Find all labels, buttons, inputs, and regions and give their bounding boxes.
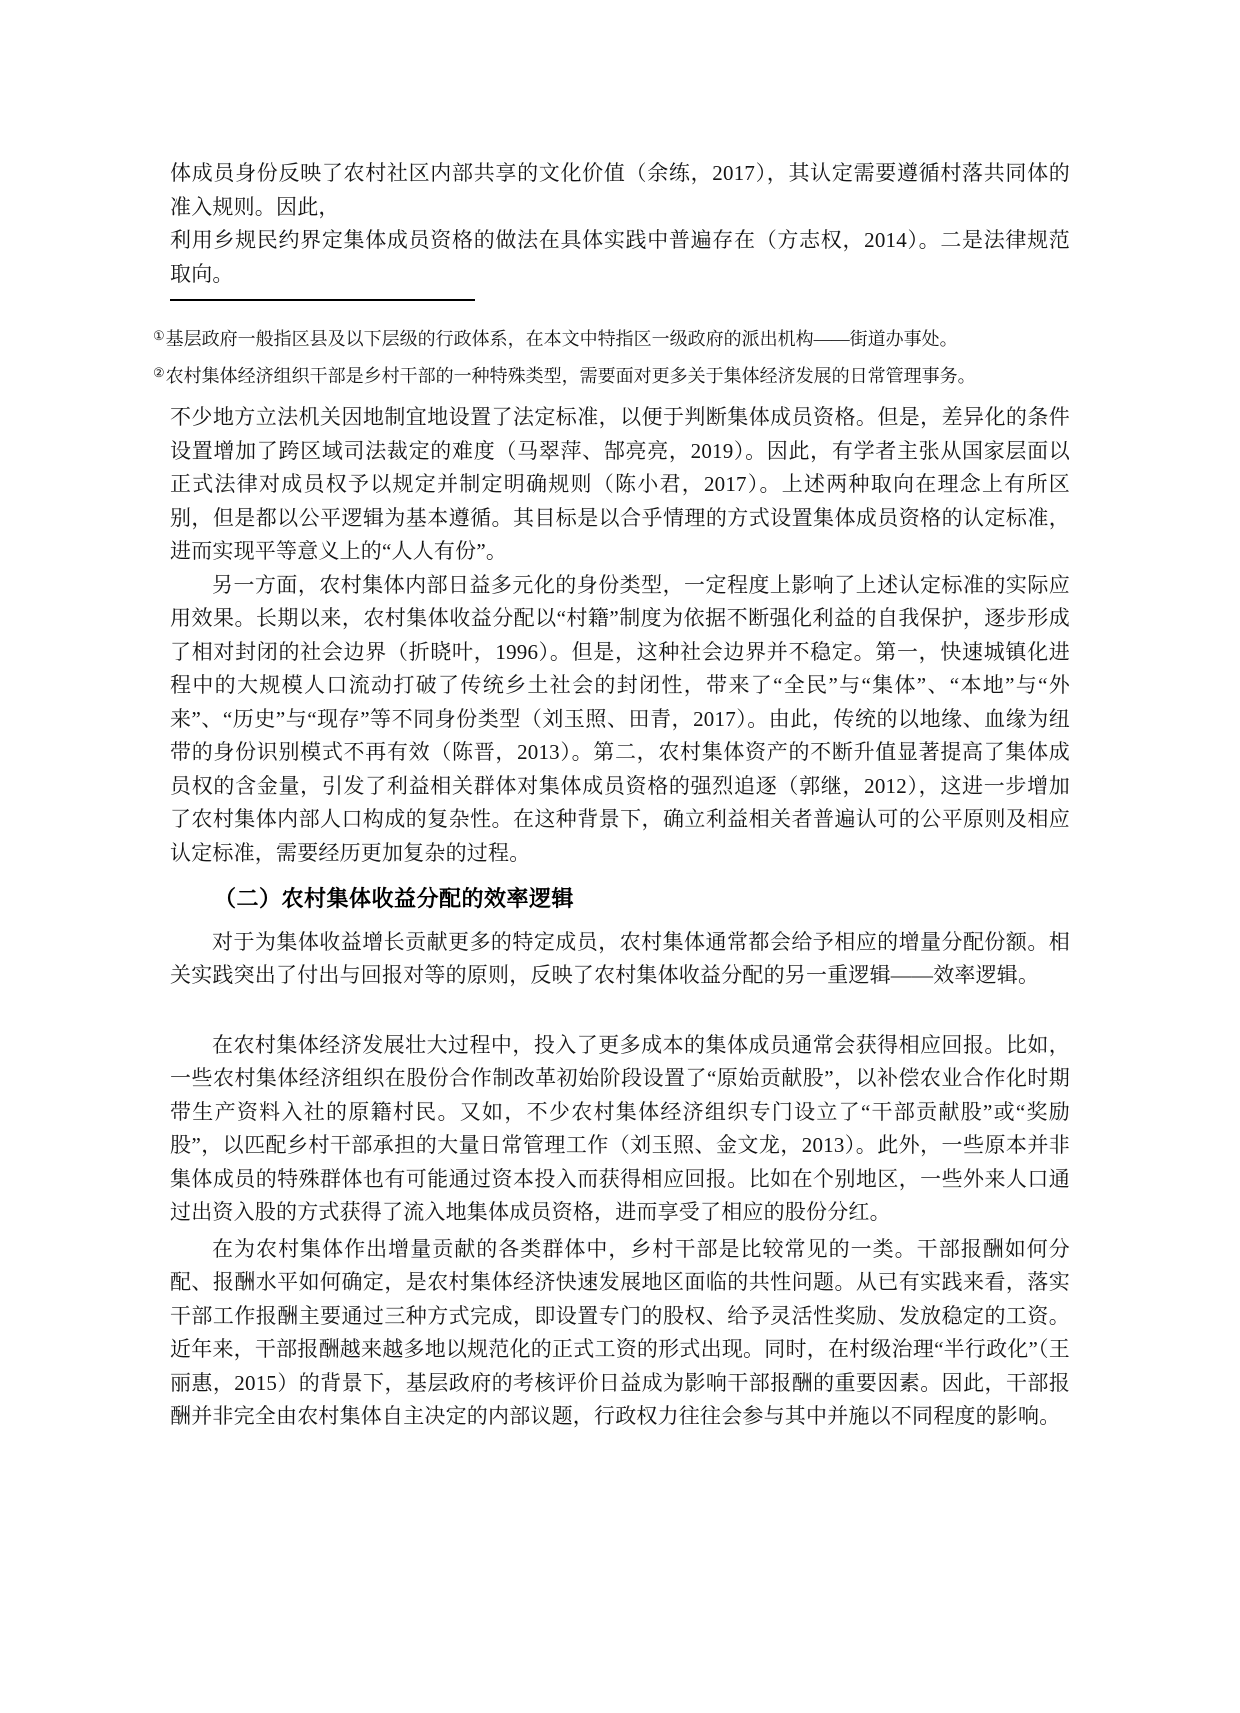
footnote-1 xyxy=(153,321,1070,358)
paragraph-membership-continuation: 体成员身份反映了农村社区内部共享的文化价值（余练，2017），其认定需要遵循村落共同体的准入规则。因此， xyxy=(170,161,1070,219)
section-heading-efficiency-logic: （二）农村集体收益分配的效率逻辑 xyxy=(214,886,575,911)
paragraph-legal-standards: 不少地方立法机关因地制宜地设置了法定标准，以便于判断集体成员资格。但是，差异化的条件设置增加了跨区域司法裁定的难度（马翠萍、郜亮亮，2019）。因此，有学者主张从国家层面以正式法律对成员权予以规定并制定明确规则（陈小君，2017）。上述两种取向在理念上有所区别，但是都以公平逻辑为基本遵循。其目标是以合乎情理的方式设置集体成员资格的认定标准，进而实现平等意义上的“人人有份”。 xyxy=(170,405,1070,563)
paragraph-efficiency-logic: 对于为集体收益增长贡献更多的特定成员，农村集体通常都会给予相应的增量分配份额。相关实践突出了付出与回报对等的原则，反映了农村集体收益分配的另一重逻辑——效率逻辑。 xyxy=(170,929,1070,987)
page-content xyxy=(153,157,1070,1434)
paragraph-village-rules: 利用乡规民约界定集体成员资格的做法在具体实践中普遍存在（方志权，2014）。二是法律规范取向。 xyxy=(170,228,1070,286)
footnote-1-text: 基层政府一般指区县及以下层级的行政体系，在本文中特指区一级政府的派出机构——街道办事处。 xyxy=(165,329,958,349)
paragraph-cadre-compensation: 在为农村集体作出增量贡献的各类群体中，乡村干部是比较常见的一类。干部报酬如何分配、报酬水平如何确定，是农村集体经济快速发展地区面临的共性问题。从已有实践来看，落实干部工作报酬主要通过三种方式完成，即设置专门的股权、给予灵活性奖励、发放稳定的工资。近年来，干部报酬越来越多地以规范化的正式工资的形式出现。同时，在村级治理“半行政化”（王丽惠，2015）的背景下，基层政府的考核评价日益成为影响干部报酬的重要因素。因此，干部报酬并非完全由农村集体自主决定的内部议题，行政权力往往会参与其中并施以不同程度的影响。 xyxy=(170,1236,1070,1428)
footnote-separator xyxy=(170,299,475,301)
footnote-2-marker: ② xyxy=(153,365,165,380)
footnote-2-text: 农村集体经济组织干部是乡村干部的一种特殊类型，需要面对更多关于集体经济发展的日常管理事务。 xyxy=(165,366,976,386)
paragraph-identity-diversity: 另一方面，农村集体内部日益多元化的身份类型，一定程度上影响了上述认定标准的实际应用效果。长期以来，农村集体收益分配以“村籍”制度为依据不断强化利益的自我保护，逐步形成了相对封闭的社会边界（折晓叶，1996）。但是，这种社会边界并不稳定。第一，快速城镇化进程中的大规模人口流动打破了传统乡土社会的封闭性，带来了“全民”与“集体”、“本地”与“外来”、“历史”与“现存”等不同身份类型（刘玉照、田青，2017）。由此，传统的以地缘、血缘为纽带的身份识别模式不再有效（陈晋，2013）。第二，农村集体资产的不断升值显著提高了集体成员权的含金量，引发了利益相关群体对集体成员资格的强烈追逐（郭继，2012），这进一步增加了农村集体内部人口构成的复杂性。在这种背景下，确立利益相关者普遍认可的公平原则及相应认定标准，需要经历更加复杂的过程。 xyxy=(170,572,1070,865)
footnotes-block xyxy=(153,321,1070,395)
footnote-2 xyxy=(153,358,1070,395)
footnote-1-marker: ① xyxy=(153,328,165,343)
paragraph-contribution-returns: 在农村集体经济发展壮大过程中，投入了更多成本的集体成员通常会获得相应回报。比如，一些农村集体经济组织在股份合作制改革初始阶段设置了“原始贡献股”，以补偿农业合作化时期带生产资料入社的原籍村民。又如，不少农村集体经济组织专门设立了“干部贡献股”或“奖励股”，以匹配乡村干部承担的大量日常管理工作（刘玉照、金文龙，2013）。此外，一些原本并非集体成员的特殊群体也有可能通过资本投入而获得相应回报。比如在个别地区，一些外来人口通过出资入股的方式获得了流入地集体成员资格，进而享受了相应的股份分红。 xyxy=(170,1032,1070,1224)
